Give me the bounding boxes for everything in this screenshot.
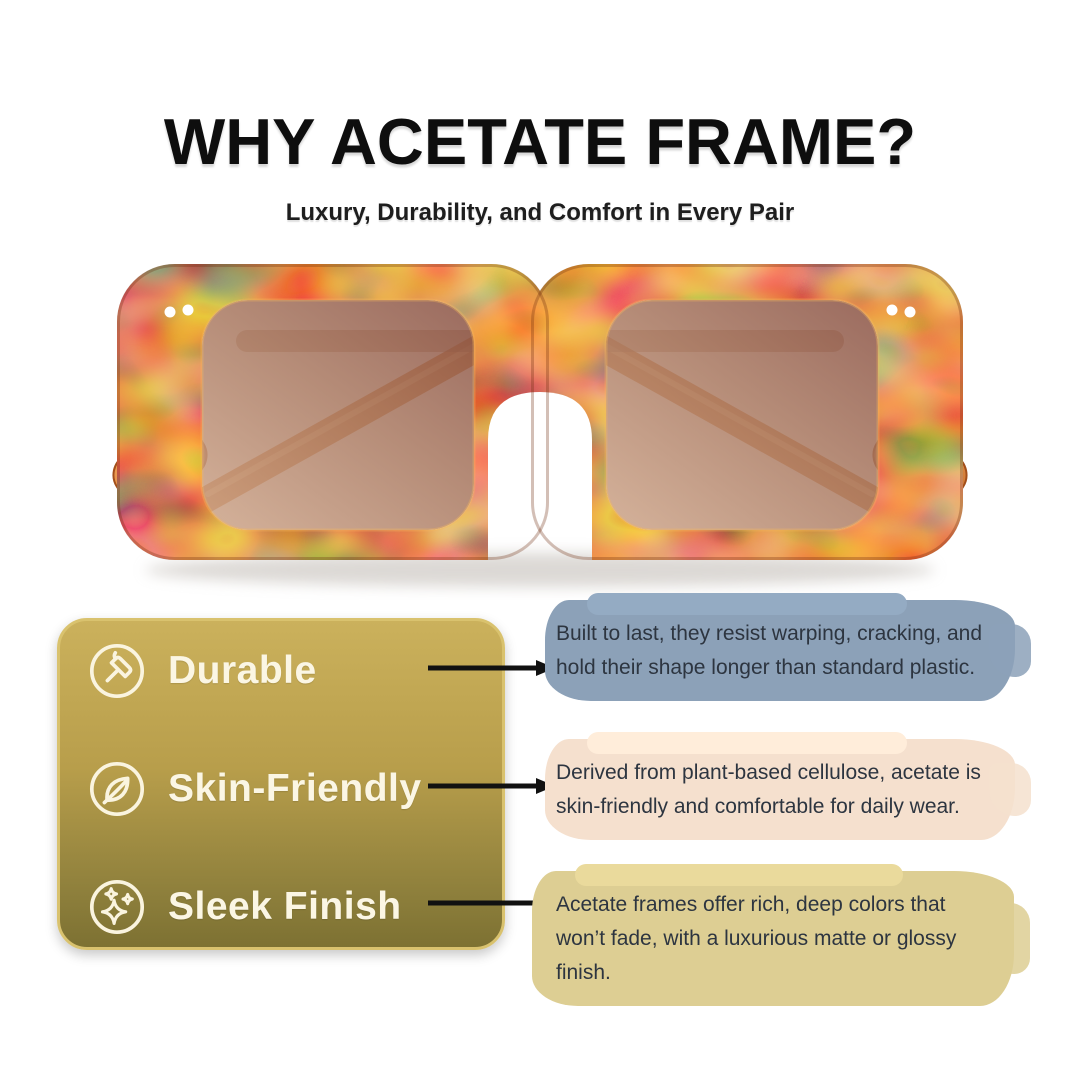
sparkles-icon xyxy=(86,876,148,938)
page-subtitle: Luxury, Durability, and Comfort in Every Pair xyxy=(285,199,795,226)
leaf-icon xyxy=(86,758,148,820)
feature-label: Durable xyxy=(168,649,317,692)
feature-label: Sleek Finish xyxy=(168,885,402,928)
feature-row-durable xyxy=(86,639,317,703)
hammer-icon xyxy=(86,640,148,702)
feature-label: Skin-Friendly xyxy=(168,767,422,810)
sunglasses-product-image xyxy=(90,240,990,600)
feature-row-skin-friendly xyxy=(86,757,422,821)
description-text: Acetate frames offer rich, deep colors that won’t fade, with a luxurious matte or glossy finish. xyxy=(556,893,957,984)
page-title: WHY ACETATE FRAME? xyxy=(163,105,917,178)
description-durable xyxy=(545,600,1015,701)
tortoise-frame xyxy=(117,264,963,560)
description-text: Derived from plant-based cellulose, acetate is skin-friendly and comfortable for daily wear. xyxy=(556,761,981,818)
arrow-skin-friendly xyxy=(426,776,556,796)
description-skin-friendly xyxy=(545,739,1015,840)
arrow-durable xyxy=(426,658,556,678)
feature-row-sleek-finish xyxy=(86,875,402,939)
description-text: Built to last, they resist warping, cracking, and hold their shape longer than standard plastic. xyxy=(556,622,983,679)
description-sleek-finish xyxy=(532,871,1014,1006)
